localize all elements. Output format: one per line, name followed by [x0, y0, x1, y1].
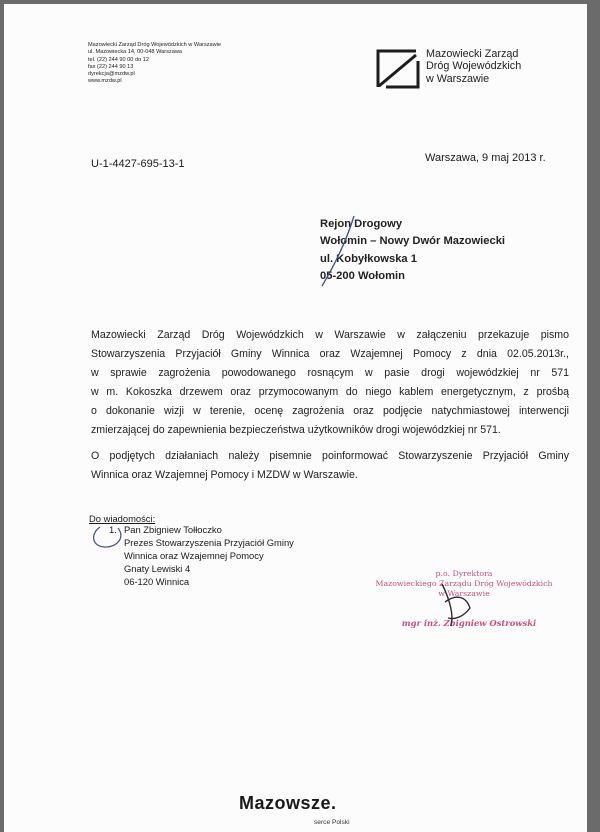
cc-line: Gnaty Lewiski 4: [124, 562, 191, 574]
body-line: Stowarzyszenia Przyjaciół Gminy Winnica oraz Wzajemnej Pomocy z dnia 02.05.2013r.,: [91, 348, 569, 360]
sender-name: Mazowiecki Zarząd Dróg Wojewódzkich w Warszawie: [88, 42, 222, 48]
stamp-line-3: w Warszawie: [438, 589, 490, 598]
pen-slash-mark: [322, 216, 354, 286]
cc-line: 06-120 Winnica: [124, 575, 190, 587]
cc-title: Do wiadomości:: [89, 513, 156, 524]
signer-name: mgr inż. Zbigniew Ostrowski: [401, 618, 537, 628]
handwriting-overlay: [4, 4, 587, 832]
sender-tel: tel. (22) 244 90 00 do 12: [88, 56, 149, 63]
stamp-line-1: p.o. Dyrektora: [435, 569, 493, 578]
cc-line: Pan Zbigniew Tołłoczko: [124, 524, 222, 535]
recipient-line-3: ul. Kobyłkowska 1: [320, 252, 417, 265]
cc-line: Prezes Stowarzyszenia Przyjaciół Gminy: [124, 536, 294, 548]
handwritten-signature: [442, 584, 470, 626]
logo-line-2: Dróg Wojewódzkich: [426, 60, 522, 73]
sender-email: dyrekcja@mzdw.pl: [88, 71, 135, 78]
sender-fax: fax (22) 244 90 13: [88, 63, 134, 70]
sender-web: www.mzdw.pl: [88, 78, 122, 85]
body-line: w m. Kokoszka drzewem oraz przymocowanym do niego kablem energetycznym, z prośbą: [91, 386, 569, 398]
recipient-line-4: 05-200 Wołomin: [320, 269, 405, 282]
pen-circle-mark: [94, 527, 121, 547]
letter-page: [4, 4, 587, 832]
logo-line-1: Mazowiecki Zarząd: [426, 48, 519, 60]
cc-number: 1.: [109, 524, 117, 535]
logo-line-3: w Warszawie: [426, 72, 490, 85]
footer-tagline: serce Polski: [314, 819, 350, 826]
sender-address: ul. Mazowiecka 14, 00-048 Warszawa: [88, 49, 182, 56]
body-line: O podjętych działaniach należy pisemnie poinformować Stowarzyszenie Przyjaciół Gminy: [91, 450, 569, 462]
recipient-line-2: Wołomin – Nowy Dwór Mazowiecki: [320, 235, 506, 248]
stamp-line-2: Mazowieckiego Zarządu Dróg Wojewódzkich: [375, 579, 553, 588]
body-line: o dokonanie wizji w terenie, ocenę zagrożenia oraz podjęcie natychmiastowej interwencji: [91, 405, 569, 417]
recipient-line-1: Rejon Drogowy: [320, 218, 403, 230]
reference-number: U-1-4427-695-13-1: [91, 158, 185, 170]
body-line: zmierzającej do zapewnienia bezpieczeństwa użytkowników drogi wojewódzkiej nr 571.: [91, 424, 501, 436]
footer-brand: Mazowsze.: [239, 793, 337, 813]
body-line: Mazowiecki Zarząd Dróg Wojewódzkich w Warszawie w załączeniu przekazuje pismo: [91, 329, 569, 341]
letter-date: Warszawa, 9 maj 2013 r.: [425, 152, 546, 164]
body-line: Winnica oraz Wzajemnej Pomocy i MZDW w Warszawie.: [91, 469, 358, 481]
body-line: w sprawie zagrożenia powodowanego rosnącym w pasie drogi wojewódzkiej nr 571: [91, 367, 569, 379]
cc-line: Winnica oraz Wzajemnej Pomocy: [124, 549, 264, 561]
